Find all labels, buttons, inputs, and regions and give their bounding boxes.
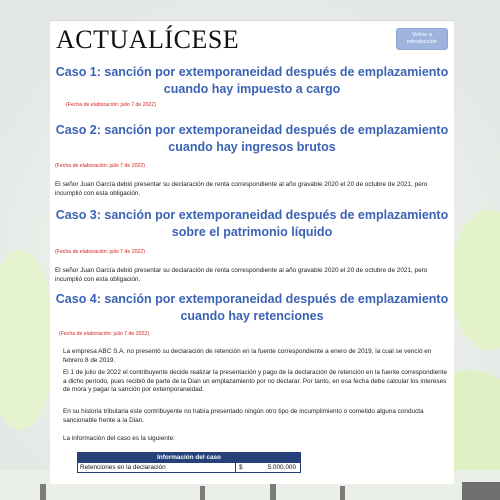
case-3-paragraph: El señor Juan García debió presentar su declaración de renta correspondiente al año gravable 2020 el 20 de octubre de 2021, pero incumplió con esta obligación. xyxy=(55,267,428,283)
table-row xyxy=(77,463,301,473)
spreadsheet-document xyxy=(50,20,454,484)
case-4-paragraph-4: La información del caso es la siguiente: xyxy=(63,435,175,442)
case-1-title: Caso 1: sanción por extemporaneidad después de emplazamiento cuando hay impuesto a cargo xyxy=(55,65,449,96)
case-4-paragraph-2: El 1 de julio de 2022 el contribuyente decide realizar la presentación y pago de la declaración de retención en la fuente correspondiente a dicho período, pues recibió de parte de la Dian un emplazamiento por no declarar. Por tanto, en esa fecha debe calcular los intereses de mora y pagar la sanción por extemporaneidad. xyxy=(63,369,448,394)
case-info-table-header: Información del caso xyxy=(77,452,301,463)
case-2-paragraph: El señor Juan García debió presentar su declaración de renta correspondiente al año gravable 2020 el 20 de octubre de 2021, pero incumplió con esta obligación. xyxy=(55,181,428,197)
case-4-title: Caso 4: sanción por extemporaneidad después de emplazamiento cuando hay retenciones xyxy=(55,292,449,323)
case-3-title: Caso 3: sanción por extemporaneidad después de emplazamiento sobre el patrimonio líquido xyxy=(55,208,449,239)
case-2-title: Caso 2: sanción por extemporaneidad después de emplazamiento cuando hay ingresos brutos xyxy=(55,123,449,154)
case-4-paragraph-1: La empresa ABC S.A. no presentó su declaración de retención en la fuente correspondiente a enero de 2019, la cual se venció en febrero 8 de 2019. xyxy=(63,348,432,364)
table-cell-value: 5.000.000 xyxy=(267,464,296,471)
actualicese-logo: ACTUALÍCESE xyxy=(56,25,240,54)
case-2-date: (Fecha de elaboración: julio 7 de 2022) xyxy=(55,163,145,169)
case-3-date: (Fecha de elaboración: julio 7 de 2022) xyxy=(55,249,145,255)
table-cell-label: Retenciones en la declaración xyxy=(78,463,236,472)
case-1-date: (Fecha de elaboración: julio 7 de 2022) xyxy=(66,102,156,108)
table-cell-currency: $ xyxy=(239,464,243,471)
case-4-date: (Fecha de elaboración: julio 7 de 2022) xyxy=(59,331,149,337)
case-info-table xyxy=(77,452,301,473)
case-4-paragraph-3: En su historia tributaria este contribuyente no había presentado ningún otro tipo de incumplimiento o cometido alguna conducta sancionable frente a la Dian. xyxy=(63,408,424,424)
back-to-introduction-button[interactable]: Volver a introducción xyxy=(396,28,448,50)
